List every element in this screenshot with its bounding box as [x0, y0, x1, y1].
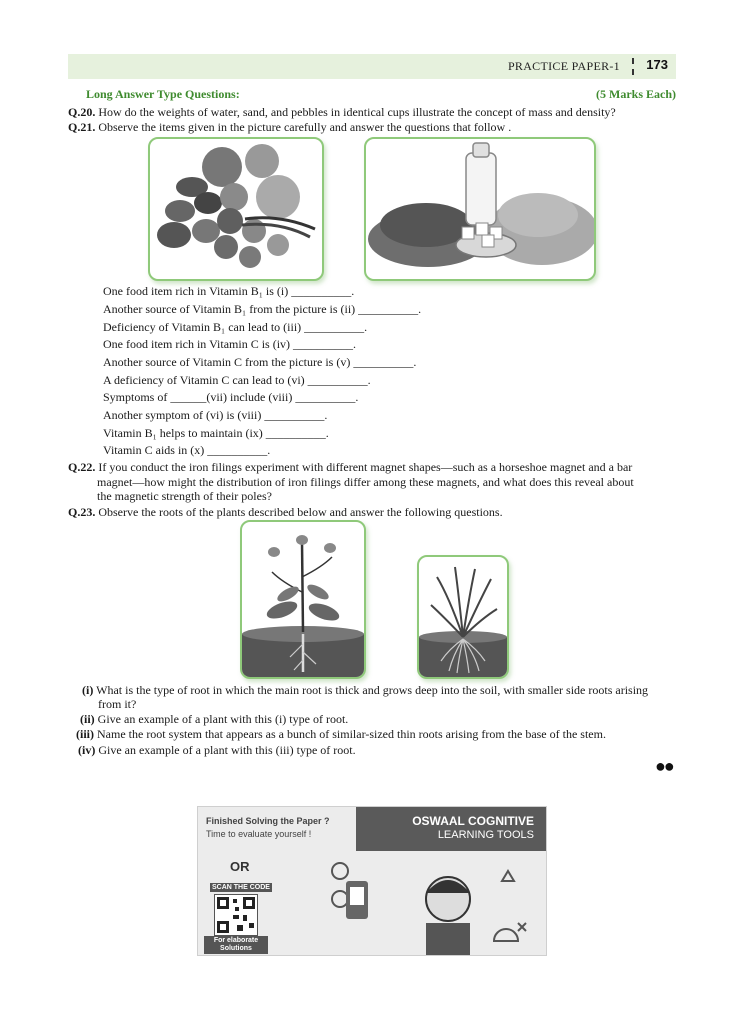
- fill-blank-2: Another source of Vitamin B₁ from the picture is (ii) __________.: [103, 302, 422, 316]
- grains-milk-image: [364, 137, 596, 281]
- sub-question-2: [80, 712, 680, 726]
- page-number: 173: [646, 57, 668, 72]
- section-heading: [86, 87, 676, 102]
- page-header: [68, 54, 676, 79]
- fill-blank-5: Another source of Vitamin C from the picture is (v) __________.: [103, 355, 417, 369]
- question-22-line2: magnet—how might the distribution of iron filings differ among these magnets, and what does this reveal about: [97, 475, 634, 489]
- sub-question-number: (ii): [80, 712, 95, 726]
- grains-milk-illustration: [366, 139, 594, 279]
- fibrous-root-plant-illustration: [419, 557, 507, 677]
- question-number: Q.22.: [68, 460, 96, 474]
- fill-blank-10: Vitamin C aids in (x) __________.: [103, 443, 271, 457]
- header-divider: [632, 58, 634, 75]
- sub-question-3: [76, 727, 686, 741]
- fill-blank-6: A deficiency of Vitamin C can lead to (vi) __________.: [103, 373, 371, 387]
- fill-blank-3: Deficiency of Vitamin B₁ can lead to (iii) __________.: [103, 320, 368, 334]
- sub-question-text: Name the root system that appears as a bunch of similar-sized thin roots arising from the base of the stem.: [97, 727, 606, 741]
- section-marks: (5 Marks Each): [596, 87, 676, 101]
- fill-blank-1: One food item rich in Vitamin B₁ is (i) __________.: [103, 284, 355, 298]
- question-text: Observe the roots of the plants described below and answer the following questions.: [98, 505, 503, 519]
- section-title: Long Answer Type Questions:: [86, 87, 240, 101]
- sub-question-number: (iv): [78, 743, 96, 757]
- question-22: [68, 460, 678, 475]
- ad-brand-subtitle: LEARNING TOOLS: [437, 829, 534, 841]
- sub-question-number: (i): [82, 683, 94, 697]
- taproot-plant-illustration: [242, 522, 364, 677]
- question-21: [68, 120, 678, 135]
- question-number: Q.23.: [68, 505, 96, 519]
- fill-blank-8: Another symptom of (vi) is (viii) __________.: [103, 408, 328, 422]
- ad-finished-text: Finished Solving the Paper ?: [206, 816, 330, 826]
- fill-blank-9: Vitamin B₁ helps to maintain (ix) __________.: [103, 426, 329, 440]
- ad-or-text: OR: [230, 859, 250, 874]
- sub-question-1: [82, 683, 682, 697]
- sub-question-number: (iii): [76, 727, 94, 741]
- ad-time-text: Time to evaluate yourself !: [206, 829, 312, 839]
- question-22-line3: the magnetic strength of their poles?: [97, 489, 272, 503]
- sub-question-text: What is the type of root in which the main root is thick and grows deep into the soil, with smaller side roots arising: [96, 683, 649, 697]
- ad-scan-label: SCAN THE CODE: [212, 884, 270, 891]
- taproot-plant-image: [240, 520, 366, 679]
- sub-question-text: Give an example of a plant with this (iii) type of root.: [98, 743, 356, 757]
- question-text: Observe the items given in the picture carefully and answer the questions that follow .: [98, 120, 512, 134]
- question-number: Q.21.: [68, 120, 96, 134]
- ad-student-illustration: [318, 851, 546, 955]
- fibrous-root-plant-image: [417, 555, 509, 679]
- question-text-line1: If you conduct the iron filings experiment with different magnet shapes—such as a horseshoe magnet and a bar: [98, 460, 633, 474]
- question-23: [68, 505, 678, 520]
- fill-blank-4: One food item rich in Vitamin C is (iv) __________.: [103, 337, 357, 351]
- fruits-vegetables-image: [148, 137, 324, 281]
- sub-question-1-cont: from it?: [98, 697, 137, 711]
- sub-question-text: Give an example of a plant with this (i) type of root.: [97, 712, 349, 726]
- ad-for-solutions: For elaborate Solutions: [204, 936, 268, 954]
- question-text: How do the weights of water, sand, and pebbles in identical cups illustrate the concept of mass and density?: [98, 105, 616, 119]
- fill-blank-7: Symptoms of ______(vii) include (viii) __________.: [103, 390, 359, 404]
- sub-question-4: [78, 743, 678, 757]
- page-header-title: PRACTICE PAPER-1: [507, 59, 620, 73]
- fruits-vegetables-illustration: [150, 139, 322, 279]
- end-dots-icon: ●●: [655, 756, 673, 776]
- oswaal-ad-banner[interactable]: [197, 806, 547, 956]
- question-number: Q.20.: [68, 105, 96, 119]
- ad-brand-title: OSWAAL COGNITIVE: [412, 814, 534, 828]
- qr-code-icon[interactable]: [214, 894, 258, 936]
- question-20: [68, 105, 678, 120]
